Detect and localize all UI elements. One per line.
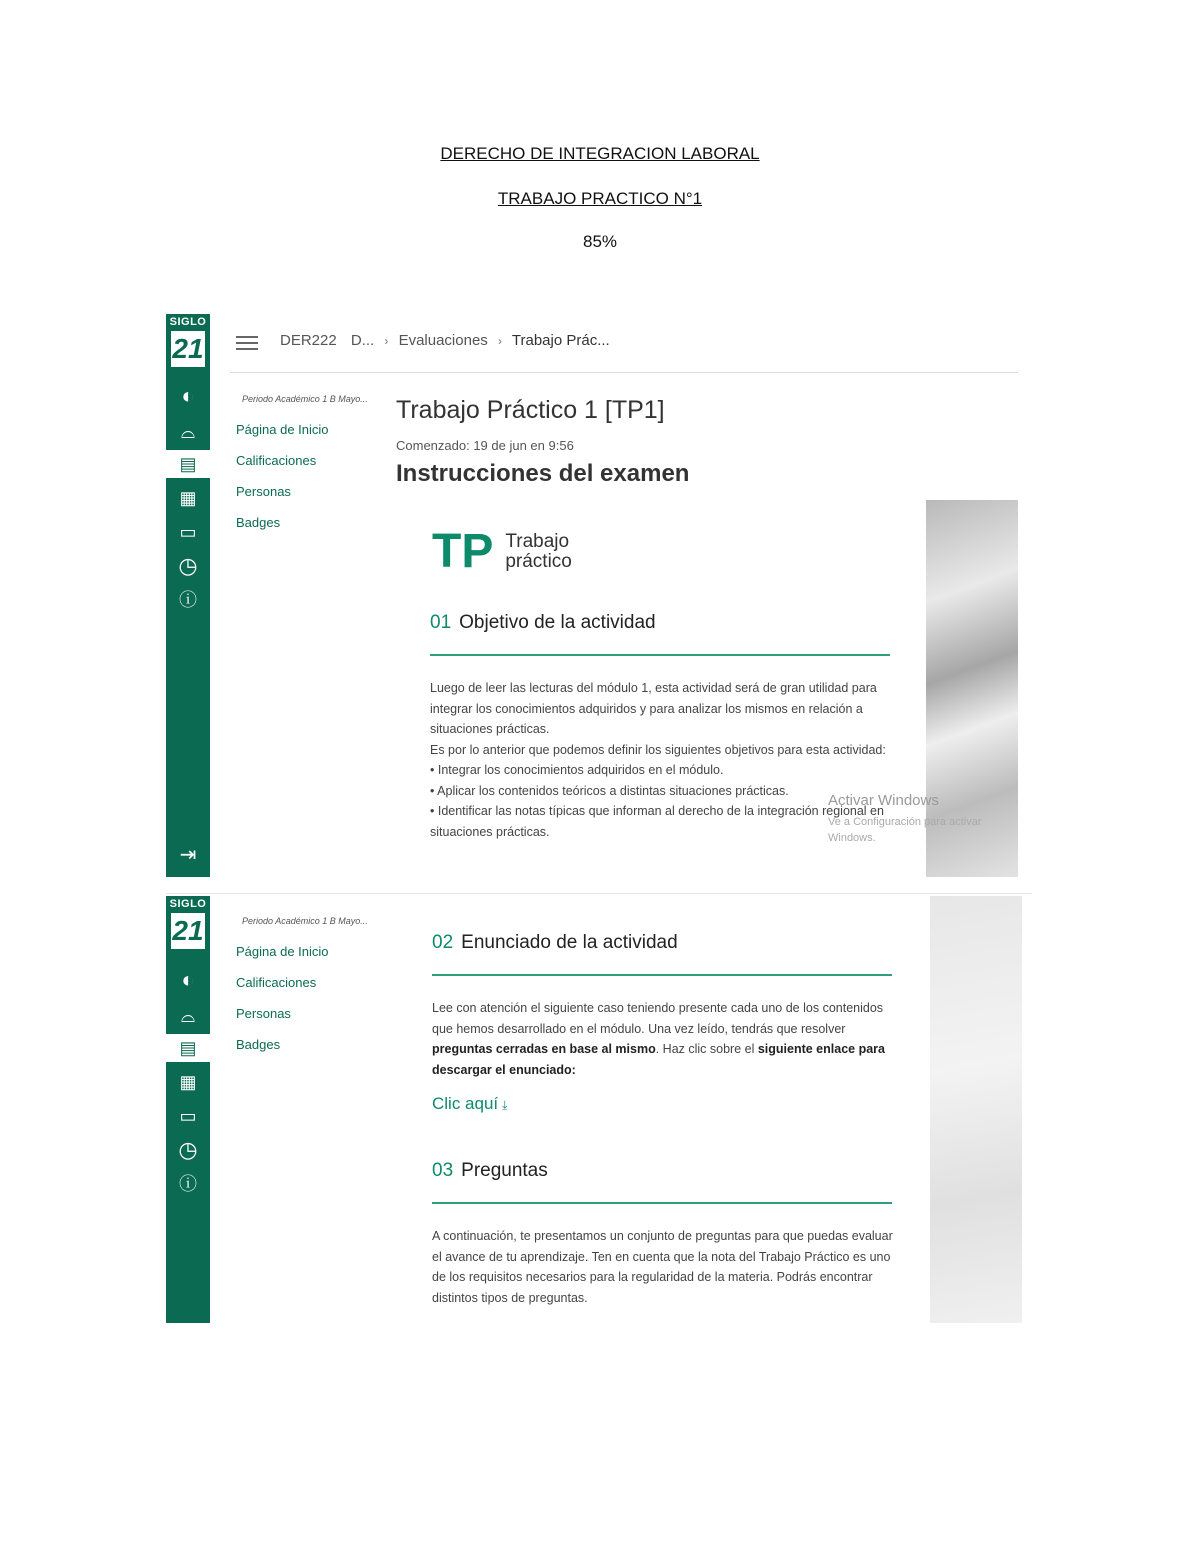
section-divider <box>432 1202 892 1204</box>
download-link-label[interactable]: Clic aquí <box>432 1094 499 1113</box>
objective-text <box>430 678 892 842</box>
calendar-icon[interactable]: ▦ <box>179 488 197 508</box>
section-questions-title <box>432 1160 548 1182</box>
instructions-heading: Instrucciones del examen <box>396 460 690 487</box>
activate-windows-hint: Ve a Configuración para activar <box>828 816 982 828</box>
logo-text: SIGLO <box>169 898 207 910</box>
history-icon[interactable]: ◷ <box>178 1137 198 1162</box>
collapse-nav-icon[interactable]: ⇥ <box>179 844 197 866</box>
help-icon[interactable]: ⓘ <box>179 1174 197 1194</box>
nav-people[interactable]: Personas <box>236 484 291 499</box>
nav-badges[interactable]: Badges <box>236 1037 281 1052</box>
academic-period: Periodo Académico 1 B Mayo... <box>242 394 368 404</box>
breadcrumb-course-name[interactable]: D... <box>350 332 375 349</box>
statement-text-part: Lee con atención el siguiente caso teniendo presente cada uno de los contenidos que hemos desarrollado en el módulo. Una vez leído, tendrás que resolver <box>432 1001 884 1036</box>
screenshot-1 <box>166 314 1018 877</box>
statement-text-bold: siguiente enlace para descargar el enunciado: <box>432 1042 885 1077</box>
objective-bullet: • Aplicar los contenidos teóricos a distintas situaciones prácticas. <box>430 783 789 798</box>
course-nav <box>236 916 386 1068</box>
logo-number: 21 <box>171 331 205 367</box>
breadcrumb <box>280 332 610 349</box>
chevron-right-icon: › <box>497 334 502 348</box>
section-title-text: Objetivo de la actividad <box>459 612 656 633</box>
objective-paragraph-1: Luego de leer las lecturas del módulo 1, esta actividad será de gran utilidad para integrar los conocimientos adquiridos y para analizar los mismos en relación a situaciones prácticas. <box>430 681 877 736</box>
objective-bullet: • Integrar los conocimientos adquiridos en el módulo. <box>430 763 724 777</box>
started-timestamp: Comenzado: 19 de jun en 9:56 <box>396 438 574 453</box>
help-icon[interactable]: ⓘ <box>179 590 197 610</box>
page-title: Trabajo Práctico 1 [TP1] <box>396 396 665 424</box>
section-statement-title <box>432 932 678 954</box>
document-subtitle: TRABAJO PRACTICO N°1 <box>497 189 703 208</box>
download-icon: ⤓ <box>502 1098 508 1112</box>
activate-windows-hint-2: Windows. <box>828 832 876 844</box>
breadcrumb-course[interactable]: DER222 <box>280 332 337 349</box>
section-divider <box>432 974 892 976</box>
document-score: 85% <box>582 232 618 251</box>
section-number: 02 <box>432 932 454 953</box>
global-nav-rail <box>166 896 210 1323</box>
nav-grades[interactable]: Calificaciones <box>236 453 317 468</box>
inbox-icon[interactable]: ▭ <box>179 522 197 542</box>
logo-text: SIGLO <box>169 316 207 328</box>
section-title-text: Preguntas <box>461 1160 548 1181</box>
section-title-text: Enunciado de la actividad <box>461 932 678 953</box>
logo-number: 21 <box>171 913 205 949</box>
nav-grades[interactable]: Calificaciones <box>236 975 317 990</box>
nav-home[interactable]: Página de Inicio <box>236 944 329 959</box>
history-icon[interactable]: ◷ <box>178 553 198 578</box>
hamburger-menu-icon[interactable] <box>236 336 258 350</box>
statement-text <box>432 998 894 1080</box>
screenshot-divider <box>166 893 1032 894</box>
course-nav <box>236 394 386 546</box>
calendar-icon[interactable]: ▦ <box>179 1072 197 1092</box>
questions-text: A continuación, te presentamos un conjunto de preguntas para que puedas evaluar el avance de tu aprendizaje. Ten en cuenta que la nota del Trabajo Práctico es uno de los requisitos necesarios para la regularidad de la materia. Podrás encontrar distintos tipos de preguntas. <box>432 1229 893 1305</box>
assignment-icon[interactable]: ▤ <box>166 1034 210 1062</box>
screenshot-2 <box>166 896 1022 1323</box>
inbox-icon[interactable]: ▭ <box>179 1106 197 1126</box>
siglo21-logo[interactable] <box>168 898 208 954</box>
speedometer-icon[interactable]: ⌓ <box>180 1006 196 1026</box>
breadcrumb-evaluaciones[interactable]: Evaluaciones <box>398 332 488 349</box>
document-title: DERECHO DE INTEGRACION LABORAL <box>440 144 760 163</box>
nav-badges[interactable]: Badges <box>236 515 281 530</box>
speedometer-icon[interactable]: ⌓ <box>180 422 196 442</box>
statement-text-part: . Haz clic sobre el <box>655 1042 758 1056</box>
tp-logo-letters: TP <box>432 525 494 578</box>
siglo21-logo[interactable] <box>168 316 208 372</box>
tp-logo <box>432 525 572 578</box>
assignment-icon[interactable]: ▤ <box>166 450 210 478</box>
decorative-background <box>930 896 1022 1323</box>
objective-paragraph-2: Es por lo anterior que podemos definir los siguientes objetivos para esta actividad: <box>430 742 886 757</box>
breadcrumb-current: Trabajo Prác... <box>511 332 610 349</box>
global-nav-rail <box>166 314 210 877</box>
section-divider <box>430 654 890 656</box>
academic-period: Periodo Académico 1 B Mayo... <box>242 916 368 926</box>
activate-windows-watermark: Activar Windows <box>828 792 939 809</box>
download-statement-link[interactable] <box>432 1094 507 1114</box>
objective-bullet: • Identificar las notas típicas que informan al derecho de la integración regional en situaciones prácticas. <box>430 804 884 839</box>
tp-logo-line2: práctico <box>505 551 572 572</box>
chevron-right-icon: › <box>384 334 389 348</box>
tp-logo-label <box>505 532 572 572</box>
tp-logo-line1: Trabajo <box>505 531 570 552</box>
statement-text-bold: preguntas cerradas en base al mismo <box>432 1042 656 1056</box>
instructions-card-continued <box>396 896 1022 1323</box>
dashboard-icon[interactable]: ◐ <box>181 967 195 992</box>
section-number: 03 <box>432 1160 454 1181</box>
nav-home[interactable]: Página de Inicio <box>236 422 329 437</box>
top-bar <box>230 314 1018 373</box>
nav-people[interactable]: Personas <box>236 1006 291 1021</box>
section-objective-title <box>430 612 656 634</box>
section-number: 01 <box>430 612 452 633</box>
dashboard-icon[interactable]: ◐ <box>181 383 195 408</box>
